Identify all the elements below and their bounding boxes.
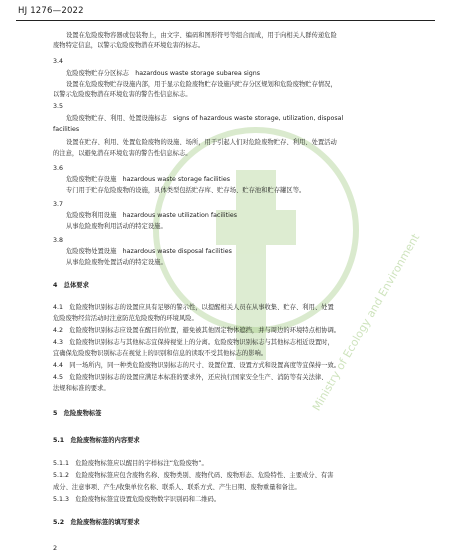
text-line: facilities bbox=[53, 126, 80, 133]
section-heading: 5.1 危险废物标签的内容要求 bbox=[53, 437, 140, 444]
text-line: 5.1.1 危险废物标签应以醒目的字样标注“危险废物”。 bbox=[53, 460, 208, 467]
text-line: 5.1.3 危险废物标签宜设置危险废物数字识别码和二维码。 bbox=[53, 496, 221, 503]
text-line: 4.5 危险废物识别标志的设置应满足本标准的要求外，还应执行国家安全生产、消防等有关法律、 bbox=[53, 374, 328, 381]
text-line: 以警示危险废物潜在环境危害的警告性信息标志。 bbox=[53, 91, 192, 98]
section-heading: 5.2 危险废物标签的填写要求 bbox=[53, 519, 140, 526]
text-line: 专门用于贮存危险废物的设施，具体类型包括贮存库、贮存场、贮存池和贮存罐区等。 bbox=[66, 187, 306, 194]
text-line: 成分、注意事项、产生/收集单位名称、联系人、联系方式、产生日期、废物重量和备注。 bbox=[53, 484, 301, 491]
text-line: 危险废物利用设施 hazardous waste utilization facilities bbox=[66, 212, 238, 219]
watermark-text: Ministry of Ecology and Environment bbox=[309, 231, 423, 414]
text-line: 危险废物贮存分区标志 hazardous waste storage subarea signs bbox=[66, 70, 261, 77]
text-line: 从事危险废物利用活动的特定设施。 bbox=[66, 223, 167, 230]
text-line: 宜确保危险废物识别标志在视觉上的识别和信息的读取不受其他标志的影响。 bbox=[53, 350, 268, 357]
text-line: 危险废物贮存、利用、处置设施标志 signs of hazardous waste storage, utilization, disposal bbox=[66, 115, 344, 122]
document-id: HJ 1276—2022 bbox=[18, 6, 84, 16]
text-line: 3.7 bbox=[53, 201, 64, 208]
text-line: 废物特定信息，以警示危险废物潜在环境危害的标志。 bbox=[53, 42, 205, 49]
text-line: 4.2 危险废物识别标志应设置在醒目的位置，避免被其他固定物体遮挡，并与周边的环境特点相协调。 bbox=[53, 327, 341, 334]
text-line: 从事危险废物处置活动的特定设施。 bbox=[66, 259, 167, 266]
text-line: 4.3 危险废物识别标志与其他标志宜保持视觉上的分离。危险废物识别标志与其他标志相近设置时， bbox=[53, 339, 334, 346]
text-line: 3.6 bbox=[53, 165, 64, 172]
text-line: 设置在危险废物容器或包装物上，由文字、编码和图形符号等组合而成，用于向相关人群传递危险 bbox=[66, 32, 337, 39]
text-line: 5.1.2 危险废物标签应包含废物名称、废物类别、废物代码、废物形态、危险特性、主要成分、有害 bbox=[53, 472, 334, 479]
page-number: 2 bbox=[53, 544, 58, 552]
section-heading: 5 危险废物标签 bbox=[53, 410, 102, 417]
text-line: 设置在危险废物贮存设施内部，用于显示危险废物贮存设施内贮存分区规划和危险废物贮存情况， bbox=[66, 81, 337, 88]
text-line: 4.4 同一场所内，同一种类危险废物识别标志的尺寸、设置位置、设置方式和设置高度等宜保持一致。 bbox=[53, 362, 341, 369]
text-line: 3.5 bbox=[53, 103, 64, 110]
section-heading: 4 总体要求 bbox=[53, 282, 89, 289]
text-line: 危险废物贮存设施 hazardous waste storage facilities bbox=[66, 176, 231, 183]
text-line: 的注意，以避免潜在环境危害的警告性信息标志。 bbox=[53, 150, 192, 157]
text-line: 危险废物经营活动时注意防范危险废物的环境风险。 bbox=[53, 315, 198, 322]
text-line: 设置在贮存、利用、处置危险废物的设施、场所，用于引起人们对危险废物贮存、利用、处置活动 bbox=[66, 139, 337, 146]
text-line: 法规和标准的要求。 bbox=[53, 385, 110, 392]
text-line: 3.4 bbox=[53, 58, 64, 65]
text-line: 4.1 危险废物识别标志的设置应具有足够的警示性，以提醒相关人员在从事收集、贮存、利用、处置 bbox=[53, 304, 334, 311]
text-line: 危险废物处置设施 hazardous waste disposal facilities bbox=[66, 248, 232, 255]
text-line: 3.8 bbox=[53, 237, 64, 244]
